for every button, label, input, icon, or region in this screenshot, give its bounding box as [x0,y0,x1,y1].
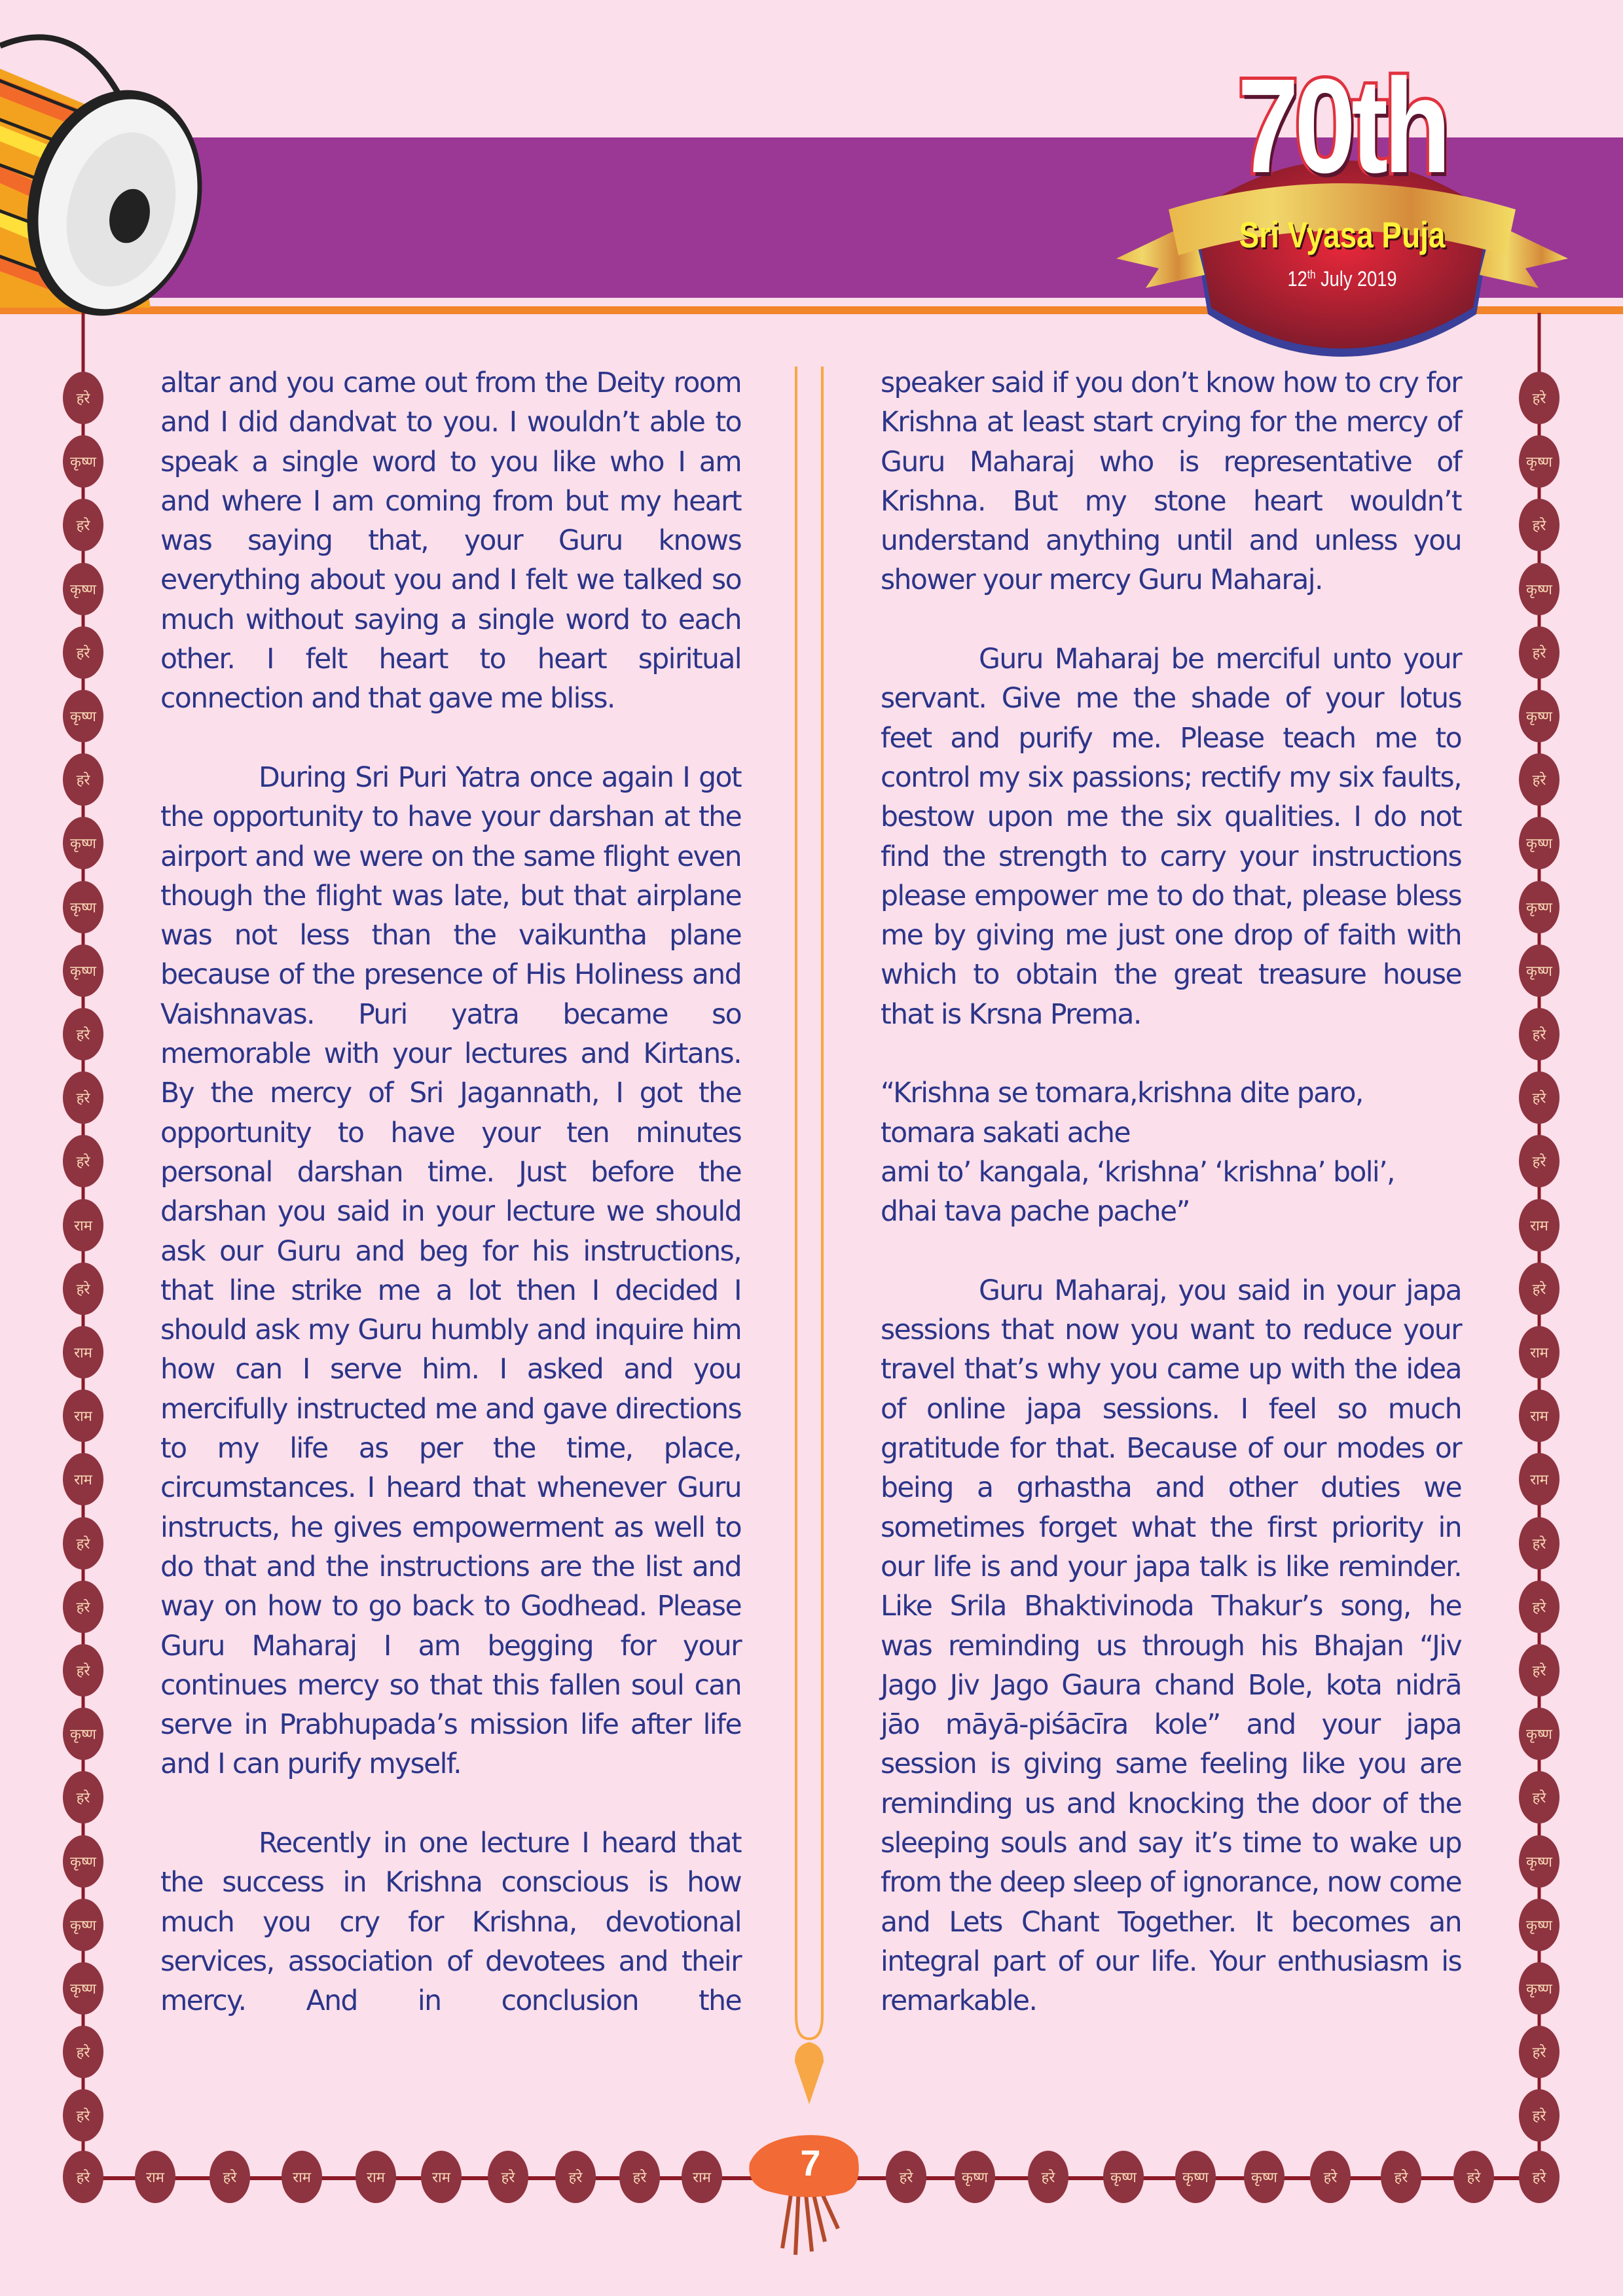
bead: कृष्ण [63,1962,103,2015]
bead: हरे [63,1135,103,1187]
bead: हरे [555,2151,596,2203]
bead: कृष्ण [1519,435,1559,488]
paragraph: speaker said if you don’t know how to cry for Krishna at least start crying for the mercy of Guru Maharaj who is representative of Krishna. But my stone heart wouldn’t understand anything until and unless you shower your mercy Guru Maharaj. [881,367,1461,597]
bead: राम [682,2151,722,2203]
bead: राम [282,2151,322,2203]
bead: हरे [1519,1581,1559,1633]
bead: कृष्ण [1519,563,1559,615]
bead: हरे [1519,1135,1559,1187]
bead: राम [135,2151,175,2203]
bead: कृष्ण [63,435,103,488]
badge-anniversary-number: 70th [1237,51,1447,201]
verse-line: tomara sakati ache [881,1117,1130,1149]
bead: कृष्ण [1519,1899,1559,1951]
paragraph: altar and you came out from the Deity room and I did dandvat to you. I wouldn’t able to speak a single word to you like who I am and where I am coming from but my heart was saying that, your Guru knows everything about you and I felt we talked so much without saying a single word to each other. I felt heart to heart spiritual connection and that gave me bliss. [160,367,741,715]
bead: हरे [1381,2151,1421,2203]
paragraph: Recently in one lecture I heard that the success in Krishna conscious is how much you cry for Krishna, devotional services, association of devotees and their mercy. And in conclusion the [160,1827,741,2018]
bead: कृष्ण [63,817,103,869]
bead: राम [63,1453,103,1505]
bead: हरे [63,2151,103,2203]
bead: हरे [1519,753,1559,806]
bead: हरे [63,1008,103,1060]
bead: हरे [63,499,103,551]
verse-line: ami to’ kangala, ‘krishna’ ‘krishna’ boli’, [881,1156,1395,1189]
bead: हरे [63,1771,103,1823]
bead: राम [63,1199,103,1251]
bead: हरे [1519,2026,1559,2078]
bead: हरे [1519,1644,1559,1696]
bead: कृष्ण [63,944,103,997]
bead: हरे [1519,1263,1559,1315]
bead: कृष्ण [1519,817,1559,869]
bead: कृष्ण [955,2151,995,2203]
bead: कृष्ण [63,1708,103,1760]
bead: हरे [1519,2151,1559,2203]
bead: राम [63,1326,103,1378]
bead: राम [1519,1453,1559,1505]
bead: हरे [210,2151,250,2203]
bead: हरे [63,372,103,424]
page-number: 7 [800,2142,821,2183]
bead: कृष्ण [63,690,103,742]
bead: हरे [63,1071,103,1124]
paragraph: During Sri Puri Yatra once again I got the opportunity to have your darshan at the airport and we were on the same flight even though the flight was late, but that airplane was not less than the vaikuntha plane because of the presence of His Holiness and Vaishnavas. Puri yatra became so memorable with your lectures and Kirtans. By the mercy of Sri Jagannath, I got the opportunity to have your ten minutes personal darshan time. Just before the darshan you said in your lecture we should ask our Guru and beg for his instructions, that line strike me a lot then I decided I should ask my Guru humbly and inquire him how can I serve him. I asked and you mercifully instructed me and gave directions to my life as per the time, place, circumstances. I heard that whenever Guru instructs, he gives empowerment as well to do that and the instructions are the list and way on how to go back to Godhead. Please Guru Maharaj I am begging for your continues mercy so that this fallen soul can serve in Prabhupada’s mission life after life and I can purify myself. [160,761,741,1781]
bead: हरे [63,753,103,806]
bead: राम [1519,1199,1559,1251]
bead: कृष्ण [1519,1708,1559,1760]
bead: राम [1519,1326,1559,1378]
bead: हरे [1028,2151,1068,2203]
bead: हरे [488,2151,528,2203]
bead: हरे [886,2151,926,2203]
bead: हरे [63,2089,103,2142]
bead: हरे [63,1517,103,1570]
bead: कृष्ण [1244,2151,1285,2203]
verse-line: “Krishna se tomara,krishna dite paro, [881,1077,1363,1110]
bead: हरे [63,626,103,679]
bead: कृष्ण [63,881,103,933]
bead: हरे [1519,2089,1559,2142]
bead: कृष्ण [63,1835,103,1888]
bead: हरे [1519,372,1559,424]
bead: हरे [1453,2151,1494,2203]
bead: राम [1519,1390,1559,1442]
badge-date: 12th July 2019 [1287,267,1397,291]
bead: कृष्ण [63,563,103,615]
bead: कृष्ण [63,1899,103,1951]
bead: कृष्ण [1519,690,1559,742]
verse-line: dhai tava pache pache” [881,1196,1190,1229]
bead: कृष्ण [1519,944,1559,997]
badge-title: Sri Vyasa Puja [1239,214,1446,255]
paragraph: Guru Maharaj, you said in your japa sessions that now you want to reduce your travel that’s why you came up with the idea of online japa sessions. I feel so much gratitude for that. Because of our modes or being a grhastha and other duties we sometimes forget what the first priority in our life is and your japa talk is like reminder. Like Srila Bhaktivinoda Thakur’s song, he was reminding us through his Bhajan “Jiv Jago Jiv Jago Gaura chand Bole, kota nidrā jāo māyā-piśācīra kole” and your japa session is giving same feeling like you are reminding us and knocking the door of the sleeping souls and say it’s time to wake up from the deep sleep of ignorance, now come and Lets Chant Together. It becomes an integral part of our life. Your enthusiasm is remarkable. [881,1274,1461,2018]
bead: हरे [1519,1517,1559,1570]
bead: हरे [619,2151,660,2203]
bead: हरे [1519,1771,1559,1823]
bead: हरे [1519,626,1559,679]
bead: हरे [63,2026,103,2078]
bead: कृष्ण [1519,1962,1559,2015]
bead: कृष्ण [1175,2151,1216,2203]
bead: कृष्ण [1103,2151,1144,2203]
bead: हरे [1519,1008,1559,1060]
bead: राम [63,1390,103,1442]
bead: राम [421,2151,462,2203]
bead: राम [356,2151,396,2203]
bead: हरे [63,1263,103,1315]
bead: हरे [1310,2151,1351,2203]
bead: कृष्ण [1519,881,1559,933]
bead: हरे [63,1581,103,1633]
paragraph: Guru Maharaj be merciful unto your servant. Give me the shade of your lotus feet and purify me. Please teach me to control my six passions; rectify my six faults, bestow upon me the six qualities. I do not find the strength to carry your instructions please empower me to do that, please bless me by giving me just one drop of faith with which to obtain the great treasure house that is Krsna Prema. [881,643,1461,1031]
bead: हरे [1519,499,1559,551]
bead: हरे [63,1644,103,1696]
bead: हरे [1519,1071,1559,1124]
bead: कृष्ण [1519,1835,1559,1888]
